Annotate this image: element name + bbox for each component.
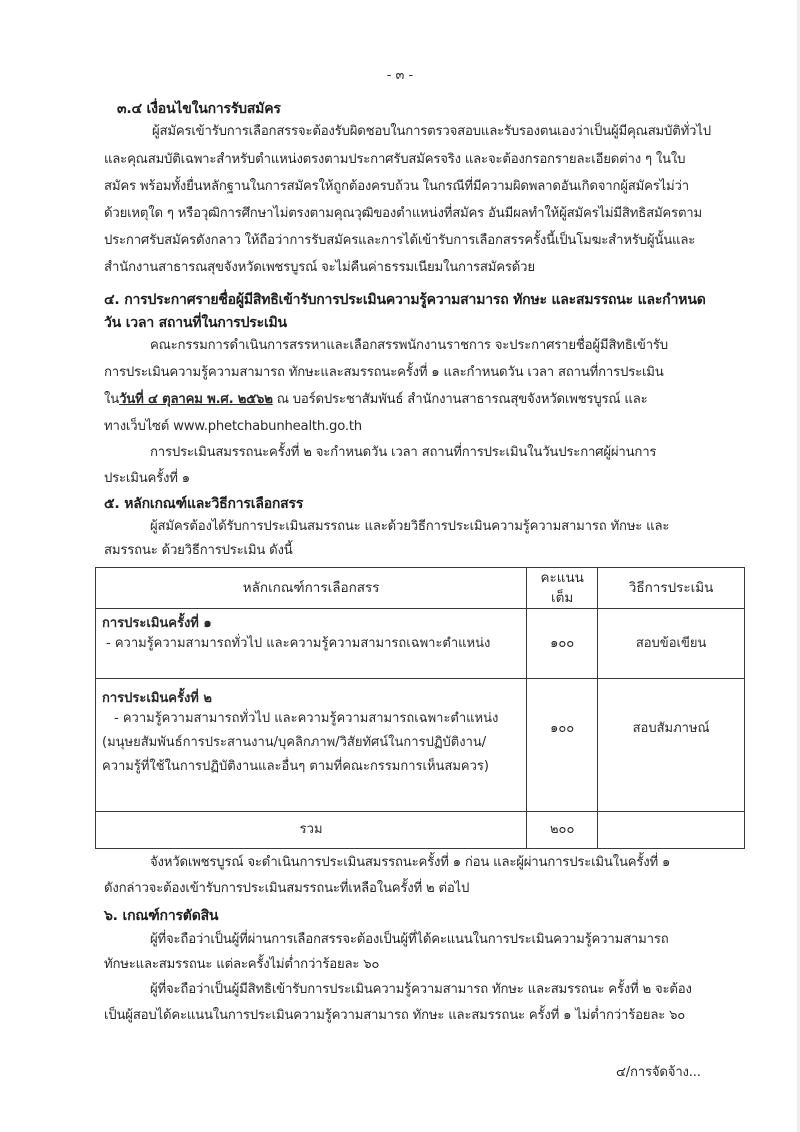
section-3-4-line-3: สมัคร พร้อมทั้งยื่นหลักฐานในการสมัครให้ถูกต้องครบถ้วน ในกรณีที่มีความผิดพลาดอันเกิดจากผู้สมัครไม่ว่า (104, 179, 689, 194)
line-prefix: ใน (104, 392, 120, 407)
total-label: รวม (96, 812, 527, 849)
row-title: การประเมินครั้งที่ ๑ (102, 616, 212, 631)
table-header-row (96, 568, 745, 609)
after-table-line-1: จังหวัดเพชรบูรณ์ จะดำเนินการประเมินสมรรถนะครั้งที่ ๑ ก่อน และผู้ผ่านการประเมินในครั้งที่ ๑ (150, 855, 671, 870)
section-4-heading-line-1: ๔. การประกาศรายชื่อผู้มีสิทธิเข้ารับการประเมินความรู้ความสามารถ ทักษะ และสมรรถนะ และกำหนด (104, 292, 706, 308)
section-6-para-2-line-1: ผู้ที่จะถือว่าเป็นผู้มีสิทธิเข้ารับการประเมินความรู้ความสามารถ ทักษะ และสมรรถนะ ครั้งที่ ๒ จะต้อง (150, 982, 692, 997)
section-4-para-1-line-1: คณะกรรมการดำเนินการสรรหาและเลือกสรรพนักงานราชการ จะประกาศรายชื่อผู้มีสิทธิเข้ารับ (150, 338, 668, 353)
section-6-heading: ๖. เกณฑ์การตัดสิน (104, 908, 219, 924)
section-5-intro-line-1: ผู้สมัครต้องได้รับการประเมินสมรรถนะ และด้วยวิธีการประเมินความรู้ความสามารถ ทักษะ และ (150, 519, 670, 534)
section-6-para-2-line-2: เป็นผู้สอบได้คะแนนในการประเมินความรู้ความสามารถ ทักษะ และสมรรถนะ ครั้งที่ ๑ ไม่ต่ำกว่าร้อยละ ๖๐ (104, 1008, 686, 1023)
section-3-4-line-1: ผู้สมัครเข้ารับการเลือกสรรจะต้องรับผิดชอบในการตรวจสอบและรับรองตนเองว่าเป็นผู้มีคุณสมบัติทั่วไป (152, 124, 711, 139)
criteria-table (95, 567, 745, 849)
section-3-4-line-6: สำนักงานสาธารณสุขจังหวัดเพชรบูรณ์ จะไม่คืนค่าธรรมเนียมในการสมัครด้วย (104, 260, 535, 275)
line-suffix: ณ บอร์ดประชาสัมพันธ์ สำนักงานสาธารณสุขจังหวัดเพชรบูรณ์ และ (272, 392, 648, 407)
section-5-heading: ๕. หลักเกณฑ์และวิธีการเลือกสรร (104, 496, 304, 512)
total-method (598, 812, 745, 849)
table-total-row (96, 812, 745, 849)
announcement-date: วันที่ ๔ ตุลาคม พ.ศ. ๒๕๖๒ (119, 392, 273, 407)
section-4-heading-line-2: วัน เวลา สถานที่ในการประเมิน (104, 315, 287, 331)
row-item: (มนุษยสัมพันธ์การประสานงาน/บุคลิกภาพ/วิสัยทัศน์ในการปฏิบัติงาน/ (102, 735, 487, 750)
section-3-4-line-2: และคุณสมบัติเฉพาะสำหรับตำแหน่งตรงตามประกาศรับสมัครจริง และจะต้องกรอกรายละเอียดต่าง ๆ ในใบ (104, 152, 686, 167)
total-score: ๒๐๐ (527, 812, 598, 849)
table-row (96, 679, 745, 812)
section-6-para-1-line-1: ผู้ที่จะถือว่าเป็นผู้ที่ผ่านการเลือกสรรจะต้องเป็นผู้ที่ได้คะแนนในการประเมินความรู้ความสามารถ (150, 932, 669, 947)
continuation-text: ๔/การจัดจ้าง... (616, 1065, 701, 1080)
section-4-para-2-line-1: การประเมินสมรรถนะครั้งที่ ๒ จะกำหนดวัน เวลา สถานที่การประเมินในวันประกาศผู้ผ่านการ (150, 445, 657, 460)
score-cell: ๑๐๐ (527, 679, 598, 812)
section-4-para-1-line-3 (104, 390, 647, 410)
section-6-para-1-line-2: ทักษะและสมรรถนะ แต่ละครั้งไม่ต่ำกว่าร้อยละ ๖๐ (104, 957, 380, 972)
criteria-cell (96, 609, 527, 679)
method-cell: สอบข้อเขียน (598, 609, 745, 679)
page-number: - ๓ - (386, 68, 414, 83)
section-3-4-line-4: ด้วยเหตุใด ๆ หรือวุฒิการศึกษาไม่ตรงตามคุณวุฒิของตำแหน่งที่สมัคร อันมีผลทำให้ผู้สมัครไม่มีสิทธิสมัครตาม (104, 206, 703, 221)
after-table-line-2: ดังกล่าวจะต้องเข้ารับการประเมินสมรรถนะที่เหลือในครั้งที่ ๒ ต่อไป (104, 881, 470, 896)
section-4-para-2-line-2: ประเมินครั้งที่ ๑ (104, 471, 190, 486)
row-title: การประเมินครั้งที่ ๒ (102, 691, 212, 706)
table-row (96, 609, 745, 679)
header-full-score: คะแนนเต็ม (527, 568, 598, 609)
section-4-para-1-line-2: การประเมินความรู้ความสามารถ ทักษะและสมรรถนะครั้งที่ ๑ และกำหนดวัน เวลา สถานที่การประเมิน (104, 365, 664, 380)
row-item: ความรู้ที่ใช้ในการปฏิบัติงานและอื่นๆ ตามที่คณะกรรมการเห็นสมควร) (102, 759, 489, 774)
section-5-intro-line-2: สมรรถนะ ด้วยวิธีการประเมิน ดังนี้ (104, 543, 293, 558)
row-item: - ความรู้ความสามารถทั่วไป และความรู้ความสามารถเฉพาะตำแหน่ง (106, 636, 491, 651)
method-cell: สอบสัมภาษณ์ (598, 679, 745, 812)
section-3-4-heading: ๓.๔ เงื่อนไขในการรับสมัคร (117, 101, 281, 117)
header-method: วิธีการประเมิน (598, 568, 745, 609)
section-3-4-line-5: ประกาศรับสมัครดังกลาว ให้ถือว่าการรับสมัครและการได้เข้ารับการเลือกสรรครั้งนี้เป็นโมฆะสำหรับผู้นั้นและ (104, 233, 696, 248)
score-cell: ๑๐๐ (527, 609, 598, 679)
row-item: - ความรู้ความสามารถทั่วไป และความรู้ความสามารถเฉพาะตำแหน่ง (114, 711, 499, 726)
criteria-cell (96, 679, 527, 812)
header-criteria: หลักเกณฑ์การเลือกสรร (96, 568, 527, 609)
website-line: ทางเว็บไซต์ www.phetchabunhealth.go.th (104, 419, 362, 434)
